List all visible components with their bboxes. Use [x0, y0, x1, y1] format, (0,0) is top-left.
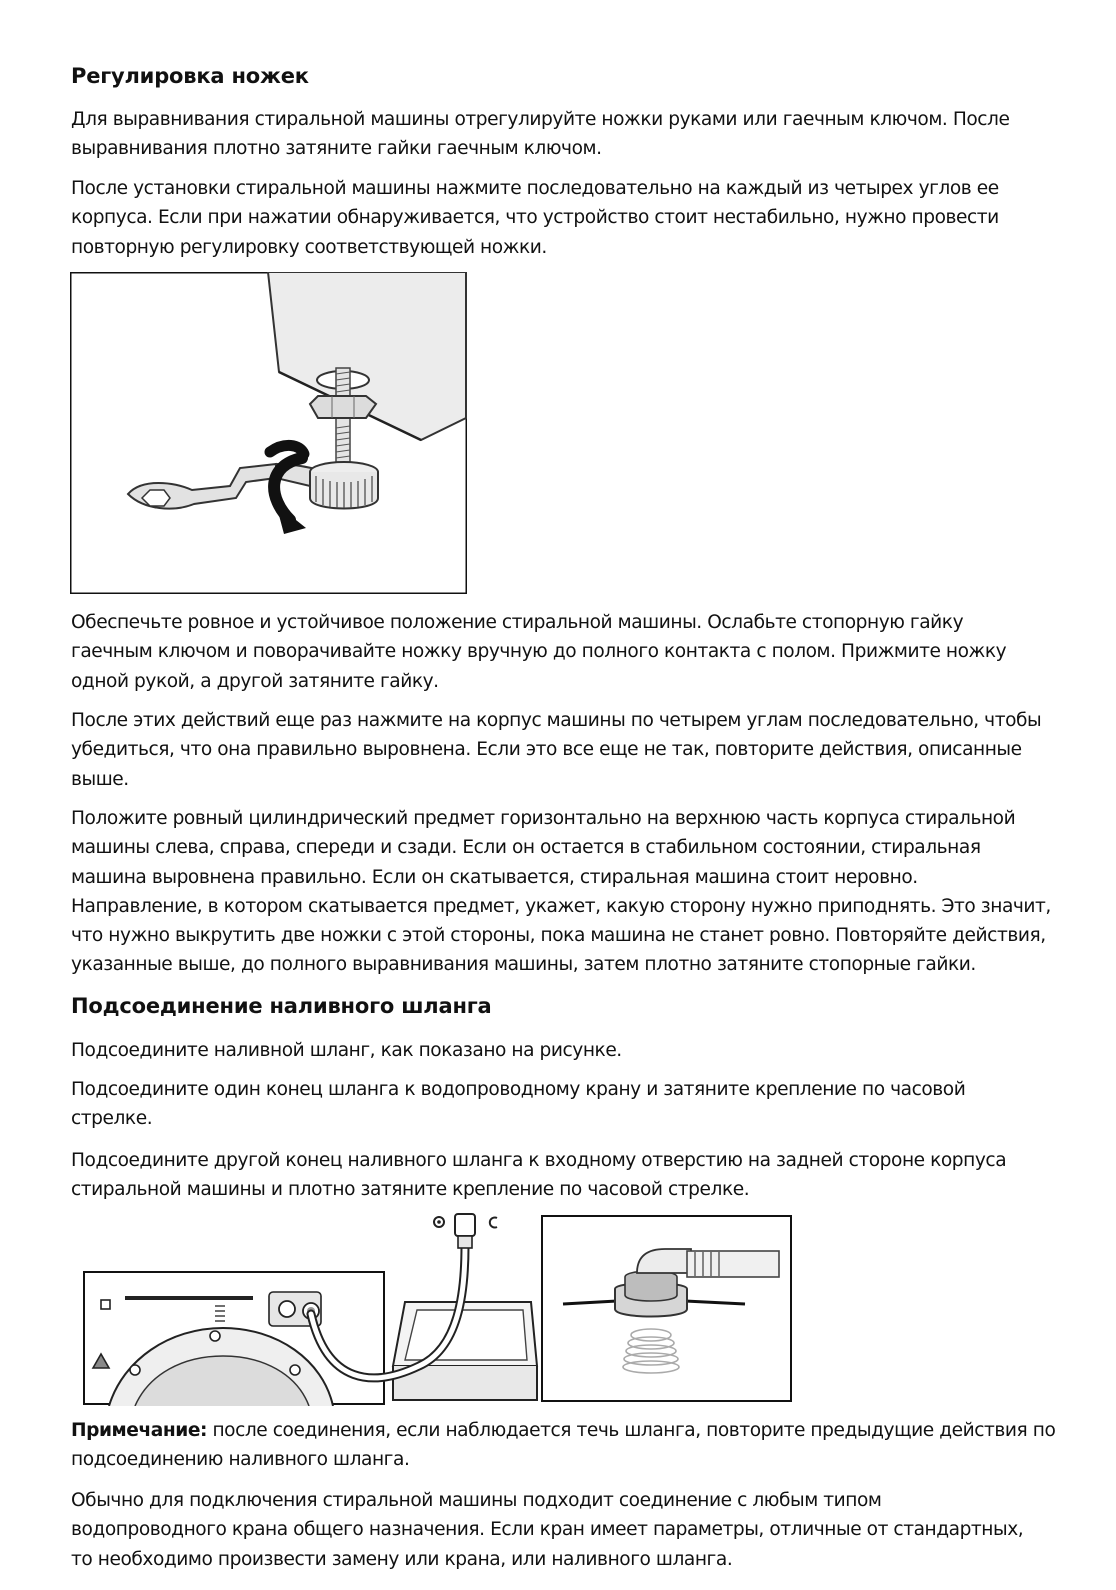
text-line: машина выровнена правильно. Если он скатывается, стиральная машина стоит неровно. [71, 866, 918, 888]
text-line: машины слева, справа, спереди и сзади. Если он остается в стабильном состоянии, стиральная [71, 837, 981, 859]
paragraph-recheck [71, 706, 1041, 794]
text-line: Подсоедините наливной шланг, как показано на рисунке. [71, 1040, 622, 1061]
text-line: Для выравнивания стиральной машины отрегулируйте ножки руками или гаечным ключом. После [71, 109, 1010, 130]
paragraph-check-corners [71, 174, 999, 262]
text-line: Направление, в котором скатывается предмет, укажет, какую сторону нужно приподнять. Это значит, [71, 895, 1051, 917]
text-line: стрелке. [71, 1108, 153, 1130]
paragraph-hose-tap [71, 1075, 965, 1134]
paragraph-hose-intro [71, 1036, 622, 1065]
text-line: Подсоедините другой конец наливного шланга к входному отверстию на задней стороне корпуса [71, 1150, 1007, 1171]
paragraph-tap-compatibility [71, 1486, 1023, 1574]
note-label: Примечание: [71, 1420, 207, 1441]
inlet-closeup-illustration [541, 1215, 792, 1402]
text-line: выше. [71, 768, 129, 790]
text-line: Подсоедините один конец шланга к водопроводному крану и затяните крепление по часовой [71, 1079, 966, 1100]
text-line: Положите ровный цилиндрический предмет горизонтально на верхнюю часть корпуса стиральной [71, 808, 1016, 829]
text-line: После установки стиральной машины нажмите последовательно на каждый из четырех углов ее [71, 178, 999, 199]
text-line: корпуса. Если при нажатии обнаруживается, что устройство стоит нестабильно, нужно провести [71, 207, 999, 229]
text-line: водопроводного крана общего назначения. Если кран имеет параметры, отличные от стандартных, [71, 1519, 1024, 1541]
heading-feet-adjustment: Регулировка ножек [71, 64, 309, 88]
heading-hose-connection: Подсоединение наливного шланга [71, 994, 492, 1018]
paragraph-lock-nut [71, 608, 1006, 696]
text-line: то необходимо произвести замену или крана, или наливного шланга. [71, 1548, 733, 1570]
text-line: стиральной машины и плотно затяните крепление по часовой стрелке. [71, 1179, 750, 1201]
note-line [71, 1416, 1055, 1445]
text-line: После этих действий еще раз нажмите на корпус машины по четырем углам последовательно, чтобы [71, 710, 1042, 731]
paragraph-note [71, 1416, 1055, 1475]
text-line: повторную регулировку соответствующей ножки. [71, 236, 547, 258]
text-line: Обеспечьте ровное и устойчивое положение стиральной машины. Ослабьте стопорную гайку [71, 612, 964, 633]
text-line: указанные выше, до полного выравнивания машины, затем плотно затяните стопорные гайки. [71, 954, 976, 976]
text-line: Обычно для подключения стиральной машины подходит соединение с любым типом [71, 1490, 882, 1511]
text-line: подсоединению наливного шланга. [71, 1449, 410, 1471]
paragraph-cylinder-test [71, 804, 1051, 980]
paragraph-hose-inlet [71, 1146, 1006, 1205]
paragraph-feet-intro [71, 105, 1009, 164]
text-line: убедиться, что она правильно выровнена. Если это все еще не так, повторите действия, описанные [71, 739, 1022, 761]
text-line: после соединения, если наблюдается течь шланга, повторите предыдущие действия по [207, 1420, 1056, 1441]
feet-adjustment-illustration [70, 272, 467, 594]
text-line: выравнивания плотно затяните гайки гаечным ключом. [71, 138, 602, 160]
hose-connection-illustration [83, 1210, 543, 1406]
text-line: гаечным ключом и поворачивайте ножку вручную до полного контакта с полом. Прижмите ножку [71, 641, 1007, 663]
text-line: одной рукой, а другой затяните гайку. [71, 670, 439, 692]
text-line: что нужно выкрутить две ножки с этой стороны, пока машина не станет ровно. Повторяйте действия, [71, 925, 1046, 947]
